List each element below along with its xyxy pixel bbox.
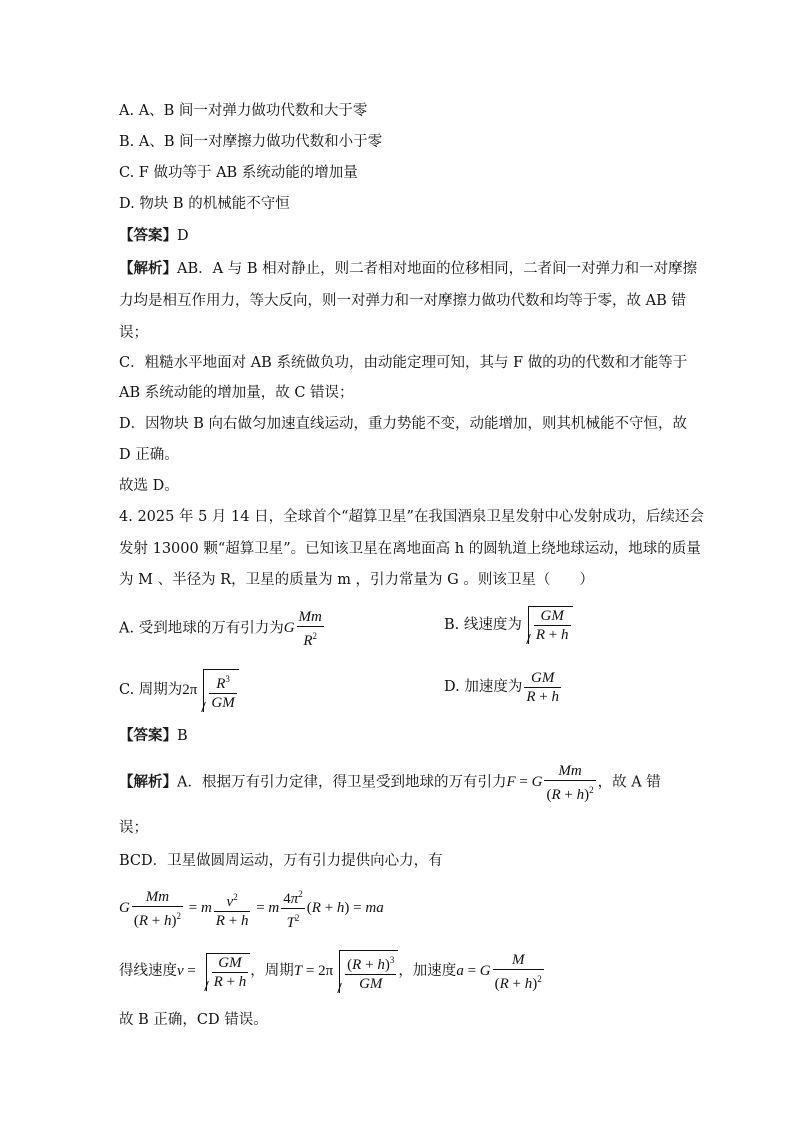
option-a-label: A. 受到地球的万有引力为 xyxy=(119,620,284,637)
option-d xyxy=(444,669,563,706)
analysis-a-end: ，故 A 错 xyxy=(597,774,661,791)
option-b xyxy=(444,606,573,644)
formula-force: F = G $\frac{Mm}{(R + h)^2}$ xyxy=(506,763,594,803)
analysis-line-1 xyxy=(119,259,697,279)
analysis-line-7: D 正确。 xyxy=(119,447,179,463)
option-c-prev: C. F 做功等于 AB 系统动能的增加量 xyxy=(119,165,358,181)
analysis-tag: 【解析】 xyxy=(119,260,177,277)
option-c xyxy=(119,669,239,712)
analysis-line-8: 故选 D。 xyxy=(119,478,179,494)
analysis-a-text: A．根据万有引力定律，得卫星受到地球的万有引力 xyxy=(177,774,507,791)
results-line xyxy=(119,950,546,993)
equation-centripetal: G $\frac{Mm}{(R + h)^2}$ = m $\frac{v^2}{R + h}$ = m $\frac{4\pi^2}{T^2}$ (R + h) = ma xyxy=(119,888,384,931)
option-b-label: B. 线速度为 xyxy=(444,617,522,633)
answer-value: B xyxy=(177,728,188,744)
question-stem-1: 4. 2025 年 5 月 14 日，全球首个“超算卫星”在我国酒泉卫星发射中心发射成功，后续还会 xyxy=(119,509,704,525)
analysis-a-tail: 误； xyxy=(119,820,148,836)
analysis-line-2: 力均是相互作用力，等大反向，则一对弹力和一对摩擦力做功代数和均等于零，故 AB 错 xyxy=(119,293,686,309)
formula-a: G $\frac{Mm}{R^2}$ xyxy=(283,609,322,649)
answer-line xyxy=(119,726,188,746)
option-a-prev: A. A、B 间一对弹力做功代数和大于零 xyxy=(119,103,368,119)
analysis-text: AB．A 与 B 相对静止，则二者相对地面的位移相同，二者间一对弹力和一对摩擦 xyxy=(177,261,698,277)
formula-c: 2π $\frac{R^3}{GM}$ xyxy=(182,682,238,698)
analysis-a xyxy=(119,762,661,804)
analysis-tag: 【解析】 xyxy=(119,773,177,791)
result-a-label: ，加速度 xyxy=(398,962,457,979)
option-a xyxy=(119,608,326,650)
question-stem-2: 发射 13000 颗“超算卫星”。已知该卫星在离地面高 h 的圆轨道上绕地球运动，地球的质量 xyxy=(119,541,701,557)
answer-line-prev xyxy=(119,226,189,246)
analysis-line-5: AB 系统动能的增加量，故 C 错误； xyxy=(119,385,354,401)
conclusion: 故 B 正确，CD 错误。 xyxy=(119,1012,268,1028)
question-stem-3: 为 M 、半径为 R，卫星的质量为 m ，引力常量为 G 。则该卫星（ ） xyxy=(119,572,594,588)
option-c-label: C. 周期为 xyxy=(119,681,183,698)
option-d-prev: D. 物块 B 的机械能不守恒 xyxy=(119,196,290,212)
formula-v: v = $\frac{GM}{R + h}$ xyxy=(177,963,250,979)
option-b-prev: B. A、B 间一对摩擦力做功代数和小于零 xyxy=(119,134,383,150)
analysis-bcd: BCD．卫星做圆周运动，万有引力提供向心力，有 xyxy=(119,853,443,869)
answer-tag: 【答案】 xyxy=(119,727,177,744)
formula-d: $\frac{GM}{R + h}$ xyxy=(526,670,559,705)
analysis-line-3: 误； xyxy=(119,325,148,341)
result-t-label: ，周期 xyxy=(250,962,294,979)
formula-b: $\frac{GM}{R + h}$ xyxy=(522,606,573,644)
answer-tag: 【答案】 xyxy=(119,227,177,244)
result-v-label: 得线速度 xyxy=(119,962,177,979)
answer-value: D xyxy=(177,228,189,244)
analysis-line-4: C．粗糙水平地面对 AB 系统做负功，由动能定理可知，其与 F 做的功的代数和才能等于 xyxy=(119,355,688,371)
formula-t: T = 2π $\frac{(R + h)^3}{GM}$ xyxy=(294,963,399,979)
analysis-line-6: D．因物块 B 向右做匀加速直线运动，重力势能不变，动能增加，则其机械能不守恒，故 xyxy=(119,416,687,432)
formula-accel: a = G $\frac{M}{(R + h)^2}$ xyxy=(456,951,542,992)
option-d-label: D. 加速度为 xyxy=(444,678,523,695)
